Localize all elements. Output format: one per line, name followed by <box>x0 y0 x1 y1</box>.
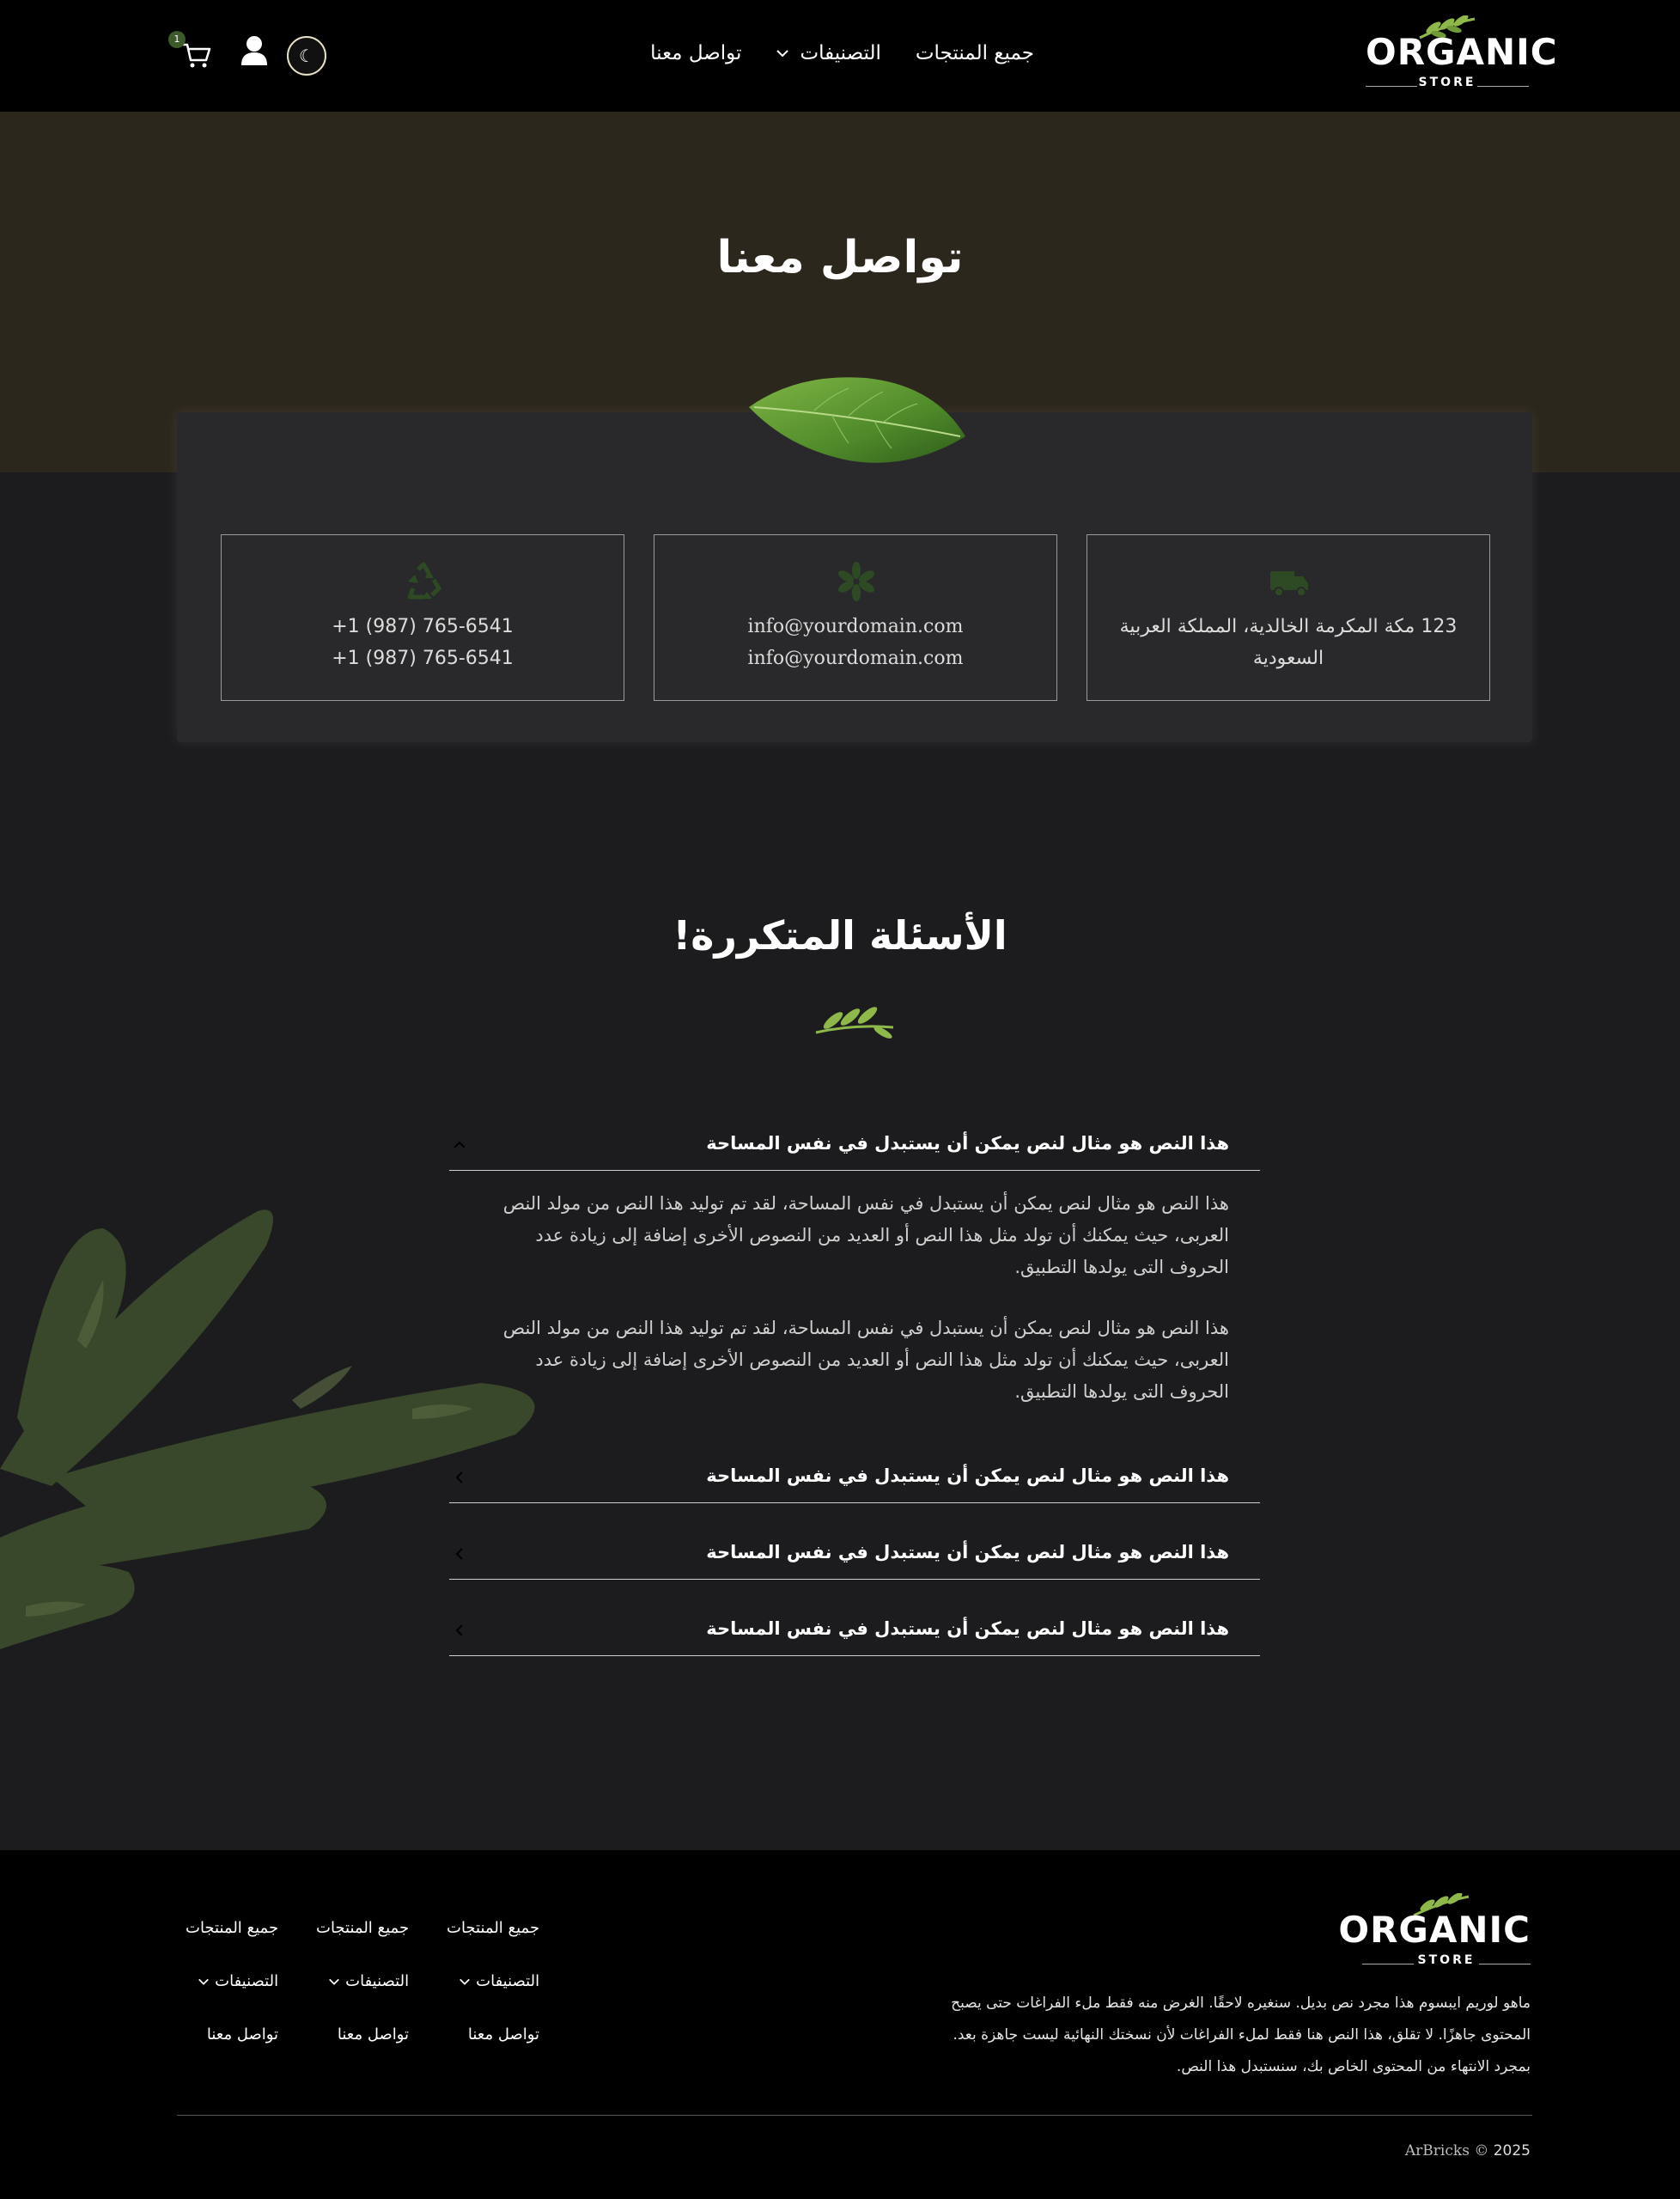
faq-item <box>449 1520 1260 1580</box>
basil-leaf-image <box>746 366 969 469</box>
leaf-sprig-icon <box>811 998 897 1039</box>
footer-link-label: التصنيفات <box>215 1972 279 1990</box>
footer-link-label: التصنيفات <box>345 1972 410 1990</box>
cart-button[interactable] <box>173 34 213 72</box>
asterisk-icon <box>836 561 877 602</box>
logo-subtext: STORE <box>1417 1953 1476 1967</box>
footer-link-all-products[interactable]: جميع المنتجات <box>316 1919 410 1937</box>
nav-item-label: التصنيفات <box>800 42 881 64</box>
footer-link-categories[interactable] <box>186 1955 278 2008</box>
logo-subtext: STORE <box>1418 76 1476 89</box>
footer-link-column <box>186 1902 278 2062</box>
site-logo[interactable] <box>1366 15 1558 94</box>
faq-question-toggle[interactable] <box>449 1596 1260 1656</box>
nav-item-contact[interactable] <box>650 42 741 64</box>
account-button[interactable] <box>239 34 270 67</box>
logo-divider <box>1477 86 1529 87</box>
site-footer <box>0 1850 1680 2199</box>
contact-box-email <box>654 534 1057 701</box>
moon-icon: ☾ <box>299 46 314 66</box>
phone-link[interactable]: +1 (987) 765-6541 <box>332 648 514 669</box>
faq-answer-paragraph: هذا النص هو مثال لنص يمكن أن يستبدل في نفس المساحة، لقد تم توليد هذا النص من مولد النص العربى، حيث يمكنك أن تولد مثل هذا النص أو العديد من النصوص الأخرى إضافة إلى زيادة عدد الحروف التى يولدها التطبيق. <box>502 1318 1229 1402</box>
copyright-brand[interactable]: ArBricks © <box>1404 2142 1489 2159</box>
faq-title: الأسئلة المتكررة! <box>673 912 1007 959</box>
faq-question: هذا النص هو مثال لنص يمكن أن يستبدل في نفس المساحة <box>706 1465 1229 1486</box>
faq-question: هذا النص هو مثال لنص يمكن أن يستبدل في نفس المساحة <box>706 1542 1229 1562</box>
nav-item-label: تواصل معنا <box>650 42 742 64</box>
faq-item <box>449 1111 1260 1437</box>
address-line: 123 مكة المكرمة الخالدية، المملكة العربية <box>1119 616 1458 637</box>
address-line: السعودية <box>1252 648 1324 669</box>
nav-item-all-products[interactable] <box>916 42 1034 64</box>
logo-text: ORGANIC <box>1338 1909 1531 1951</box>
footer-description: ماهو لوريم ايبسوم هذا مجرد نص بديل. سنغيره لاحقًا. الغرض منه فقط ملء الفراغات حتى يصبح المحتوى جاهزًا. لا تقلق، هذا النص هنا فقط لملء الفراغات لأن نسختك النهائية ليست جاهزة بعد. بمجرد الانتهاء من المحتوى الخاص بك، سنستبدل هذا النص. <box>951 1995 1531 2075</box>
chevron-down-icon <box>328 1976 340 1988</box>
contact-box-address <box>1087 534 1490 701</box>
chevron-down-icon <box>198 1976 210 1988</box>
faq-question-toggle[interactable] <box>449 1443 1260 1503</box>
faq-question-toggle[interactable] <box>449 1111 1260 1171</box>
faq-item <box>449 1596 1260 1656</box>
theme-toggle-button[interactable] <box>287 36 326 76</box>
email-link[interactable]: info@yourdomain.com <box>747 648 964 669</box>
footer-link-contact[interactable]: تواصل معنا <box>467 2025 540 2044</box>
user-icon <box>239 34 270 67</box>
faq-answer <box>449 1171 1260 1408</box>
main-nav <box>650 36 1034 70</box>
phone-link[interactable]: +1 (987) 765-6541 <box>332 616 514 637</box>
footer-link-column <box>316 1902 409 2062</box>
footer-link-categories[interactable] <box>316 1955 409 2008</box>
chevron-up-icon <box>451 1136 468 1154</box>
footer-link-contact[interactable]: تواصل معنا <box>206 2025 279 2044</box>
nav-item-categories[interactable] <box>776 42 880 64</box>
chevron-left-icon <box>451 1545 468 1562</box>
faq-question: هذا النص هو مثال لنص يمكن أن يستبدل في نفس المساحة <box>706 1618 1229 1639</box>
recycle-icon <box>403 561 444 602</box>
footer-link-column <box>447 1902 539 2062</box>
site-header <box>0 0 1680 112</box>
copyright-year: 2025 <box>1493 2142 1531 2159</box>
copyright-text <box>1405 2142 1531 2159</box>
faq-question: هذا النص هو مثال لنص يمكن أن يستبدل في نفس المساحة <box>706 1133 1229 1154</box>
faq-question-toggle[interactable] <box>449 1520 1260 1580</box>
chevron-down-icon <box>459 1976 471 1988</box>
footer-link-label: التصنيفات <box>476 1972 540 1990</box>
footer-link-categories[interactable] <box>447 1955 539 2008</box>
footer-link-contact[interactable]: تواصل معنا <box>337 2025 410 2044</box>
email-link[interactable]: info@yourdomain.com <box>747 616 964 637</box>
footer-divider <box>177 2115 1532 2116</box>
footer-logo[interactable] <box>1338 1893 1531 1974</box>
nav-item-label: جميع المنتجات <box>915 42 1034 64</box>
footer-link-all-products[interactable]: جميع المنتجات <box>447 1919 540 1937</box>
page-title: تواصل معنا <box>716 232 964 283</box>
contact-box-phone <box>221 534 624 701</box>
chevron-left-icon <box>451 1622 468 1639</box>
logo-text: ORGANIC <box>1366 31 1558 73</box>
faq-answer-paragraph: هذا النص هو مثال لنص يمكن أن يستبدل في نفس المساحة، لقد تم توليد هذا النص من مولد النص العربى، حيث يمكنك أن تولد مثل هذا النص أو العديد من النصوص الأخرى إضافة إلى زيادة عدد الحروف التى يولدها التطبيق. <box>502 1193 1229 1277</box>
truck-icon <box>1269 561 1310 602</box>
chevron-left-icon <box>451 1469 468 1486</box>
cart-count-badge: 1 <box>168 31 186 48</box>
footer-link-all-products[interactable]: جميع المنتجات <box>186 1919 279 1937</box>
chevron-down-icon <box>776 46 789 60</box>
faq-item <box>449 1443 1260 1503</box>
